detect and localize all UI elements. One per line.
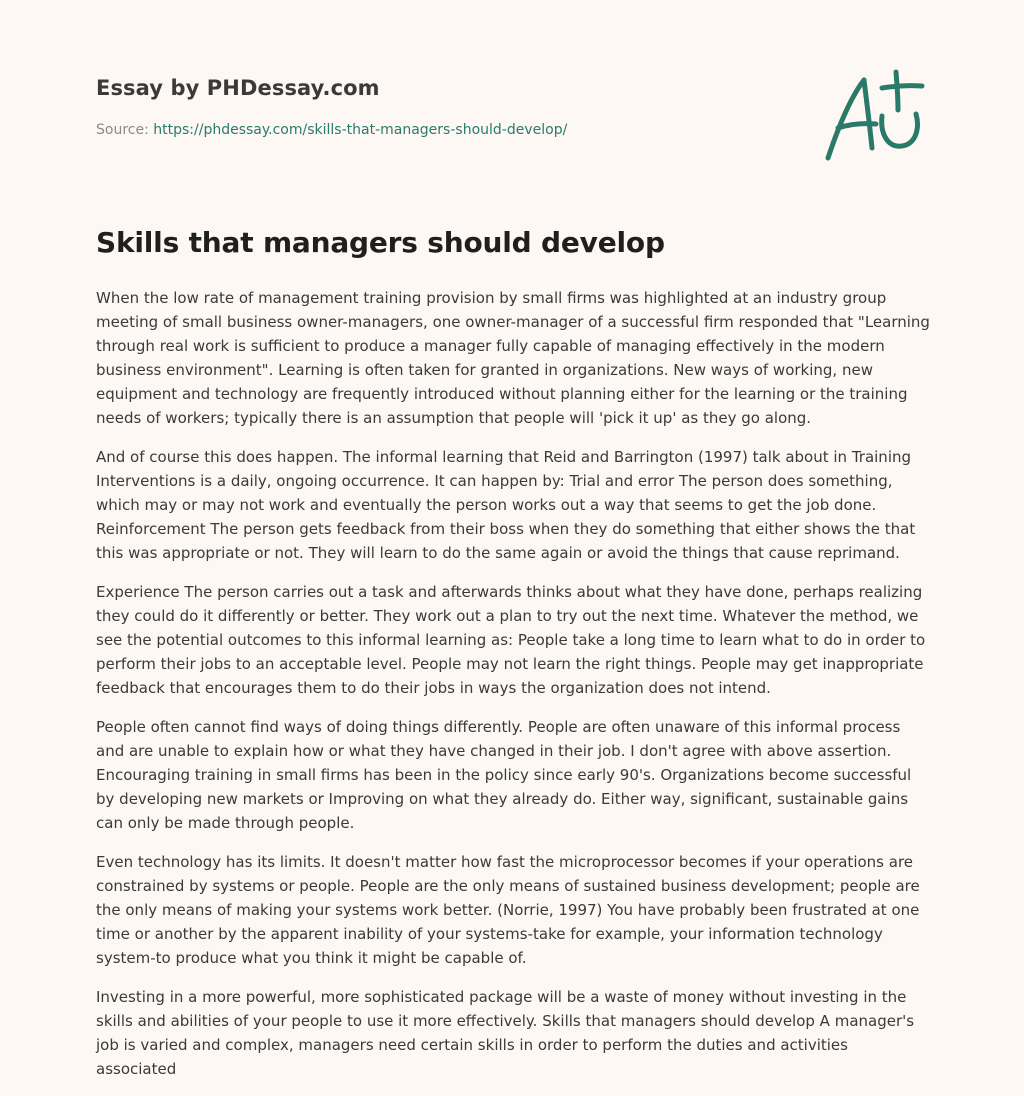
essay-title: Skills that managers should develop	[96, 226, 665, 259]
a-plus-logo-icon	[820, 66, 930, 166]
essay-paragraph: Even technology has its limits. It doesn't matter how fast the microprocessor becomes if your operations are constrained by systems or people. People are the only means of sustained business development; people are the only means of making your systems work better. (Norrie, 1997) You have probably been frustrated at one time or another by the apparent inability of your systems-take for example, your information technology system-to produce what you think it might be capable of.	[96, 853, 920, 967]
essay-paragraph: People often cannot find ways of doing things differently. People are often unaware of this informal process and are unable to explain how or what they have changed in their job. I don't agree with above assertion. Encouraging training in small firms has been in the policy since early 90's. Organizations become successful by developing new markets or Improving on what they already do. Either way, significant, sustainable gains can only be made through people.	[96, 718, 912, 832]
essay-paragraph: And of course this does happen. The informal learning that Reid and Barrington (1997) talk about in Training Interventions is a daily, ongoing occurrence. It can happen by: Trial and error The person does something, which may or may not work and eventually the person works out a way that seems to get the job done. Reinforcement The person gets feedback from their boss when they do something that either shows the that this was appropriate or not. They will learn to do the same again or avoid the things that cause reprimand.	[96, 448, 916, 562]
source-label: Source:	[96, 122, 154, 138]
a-plus-logo-graphic	[820, 66, 930, 166]
essay-paragraph: Investing in a more powerful, more sophisticated package will be a waste of money without investing in the skills and abilities of your people to use it more effectively. Skills that managers should develop A manager's job is varied and complex, managers need certain skills in order to perform the duties and activities associated	[96, 988, 915, 1078]
essay-body	[96, 286, 930, 1096]
source-line	[96, 122, 716, 138]
site-title: Essay by PHDessay.com	[96, 76, 380, 100]
essay-paragraph: When the low rate of management training provision by small firms was highlighted at an industry group meeting of small business owner-managers, one owner-manager of a successful firm responded that "Learning through real work is sufficient to produce a manager fully capable of managing effectively in the modern business environment". Learning is often taken for granted in organizations. New ways of working, new equipment and technology are frequently introduced without planning either for the learning or the training needs of workers; typically there is an assumption that people will 'pick it up' as they go along.	[96, 289, 930, 427]
essay-paragraph: Experience The person carries out a task and afterwards thinks about what they have done, perhaps realizing they could do it differently or better. They work out a plan to try out the next time. Whatever the method, we see the potential outcomes to this informal learning as: People take a long time to learn what to do in order to perform their jobs to an acceptable level. People may not learn the right things. People may get inappropriate feedback that encourages them to do their jobs in ways the organization does not intend.	[96, 583, 926, 697]
source-link[interactable]: https://phdessay.com/skills-that-managers-should-develop/	[153, 122, 568, 138]
essay-header	[96, 76, 716, 138]
